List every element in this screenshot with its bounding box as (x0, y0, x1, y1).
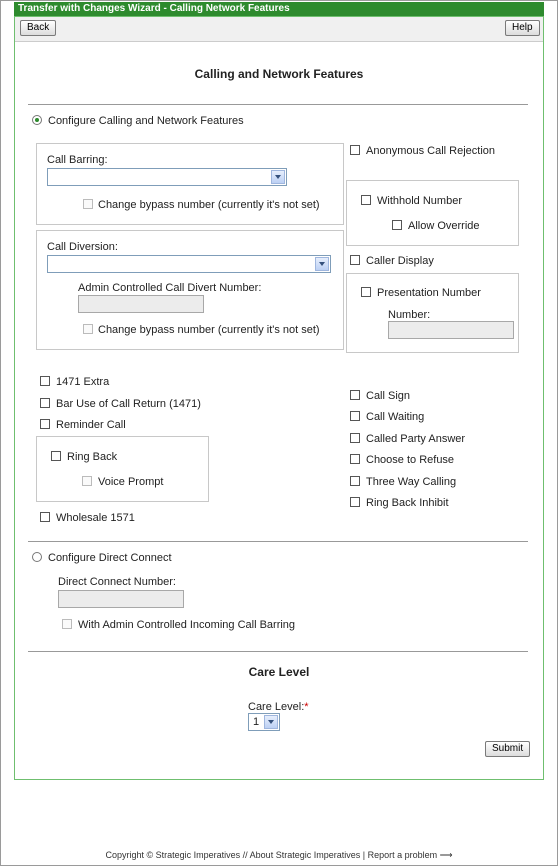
wholesale-1571-label: Wholesale 1571 (56, 512, 135, 524)
page-title: Calling and Network Features (194, 67, 364, 81)
ring-back-inhibit-checkbox[interactable] (350, 497, 360, 507)
diversion-bypass-checkbox[interactable] (83, 324, 93, 334)
caller-display-label: Caller Display (366, 255, 434, 267)
three-way-calling-label: Three Way Calling (366, 476, 457, 488)
allow-override-label: Allow Override (408, 220, 480, 232)
back-button[interactable]: Back (20, 20, 56, 36)
three-way-calling-checkbox[interactable] (350, 476, 360, 486)
configure-direct-connect-radio[interactable] (32, 552, 42, 562)
barring-bypass-checkbox[interactable] (83, 199, 93, 209)
configure-calling-radio[interactable] (32, 115, 42, 125)
admin-divert-number-field[interactable] (78, 295, 204, 313)
withhold-number-checkbox[interactable] (361, 195, 371, 205)
required-mark: * (304, 701, 309, 713)
ring-back-panel (36, 436, 209, 502)
care-level-label: Care Level:* (248, 701, 309, 713)
presentation-number-checkbox[interactable] (361, 287, 371, 297)
bar-call-return-checkbox[interactable] (40, 398, 50, 408)
withhold-panel (346, 180, 519, 246)
called-party-answer-checkbox[interactable] (350, 433, 360, 443)
care-level-value: 1 (253, 716, 260, 728)
care-level-select[interactable] (248, 713, 280, 731)
configure-calling-label: Configure Calling and Network Features (48, 115, 244, 127)
presentation-panel (346, 273, 519, 353)
footer-text: Copyright © Strategic Imperatives // About Strategic Imperatives | Report a problem ⟶ (105, 850, 453, 860)
window-title: Transfer with Changes Wizard - Calling Network Features (14, 2, 544, 16)
call-waiting-label: Call Waiting (366, 411, 425, 423)
caller-display-checkbox[interactable] (350, 255, 360, 265)
divider (28, 651, 528, 652)
direct-connect-number-label: Direct Connect Number: (58, 576, 176, 588)
direct-connect-number-field[interactable] (58, 590, 184, 608)
bar-call-return-label: Bar Use of Call Return (1471) (56, 398, 201, 410)
reminder-call-checkbox[interactable] (40, 419, 50, 429)
call-sign-checkbox[interactable] (350, 390, 360, 400)
incoming-call-barring-checkbox[interactable] (62, 619, 72, 629)
chevron-down-icon (271, 170, 285, 184)
anonymous-call-rejection-label: Anonymous Call Rejection (366, 145, 496, 157)
ring-back-inhibit-label: Ring Back Inhibit (366, 497, 449, 509)
voice-prompt-label: Voice Prompt (98, 476, 164, 488)
voice-prompt-checkbox[interactable] (82, 476, 92, 486)
called-party-answer-label: Called Party Answer (366, 433, 466, 445)
diversion-bypass-label: Change bypass number (currently it's not set) (98, 324, 320, 336)
ring-back-checkbox[interactable] (51, 451, 61, 461)
care-level-heading: Care Level (248, 665, 310, 679)
chevron-down-icon (315, 257, 329, 271)
allow-override-checkbox[interactable] (392, 220, 402, 230)
incoming-call-barring-label: With Admin Controlled Incoming Call Barring (78, 619, 296, 631)
call-sign-label: Call Sign (366, 390, 411, 402)
presentation-number-field-label: Number: (388, 309, 431, 321)
call-diversion-select[interactable] (47, 255, 331, 273)
extra-1471-label: 1471 Extra (56, 376, 110, 388)
wholesale-1571-checkbox[interactable] (40, 512, 50, 522)
help-button[interactable]: Help (505, 20, 540, 36)
divider (28, 104, 528, 105)
call-waiting-checkbox[interactable] (350, 411, 360, 421)
divider (28, 541, 528, 542)
chevron-down-icon (264, 715, 278, 729)
admin-divert-label: Admin Controlled Call Divert Number: (78, 282, 262, 294)
call-barring-label: Call Barring: (47, 154, 108, 166)
anonymous-call-rejection-checkbox[interactable] (350, 145, 360, 155)
reminder-call-label: Reminder Call (56, 419, 126, 431)
extra-1471-checkbox[interactable] (40, 376, 50, 386)
ring-back-label: Ring Back (67, 451, 118, 463)
barring-bypass-label: Change bypass number (currently it's not set) (98, 199, 320, 211)
wizard-toolbar (15, 17, 543, 42)
configure-direct-connect-label: Configure Direct Connect (48, 552, 172, 564)
call-diversion-label: Call Diversion: (47, 241, 118, 253)
presentation-number-label: Presentation Number (377, 287, 481, 299)
presentation-number-field[interactable] (388, 321, 514, 339)
submit-button[interactable]: Submit (485, 741, 530, 757)
call-barring-select[interactable] (47, 168, 287, 186)
withhold-number-label: Withhold Number (377, 195, 462, 207)
choose-to-refuse-checkbox[interactable] (350, 454, 360, 464)
choose-to-refuse-label: Choose to Refuse (366, 454, 455, 466)
